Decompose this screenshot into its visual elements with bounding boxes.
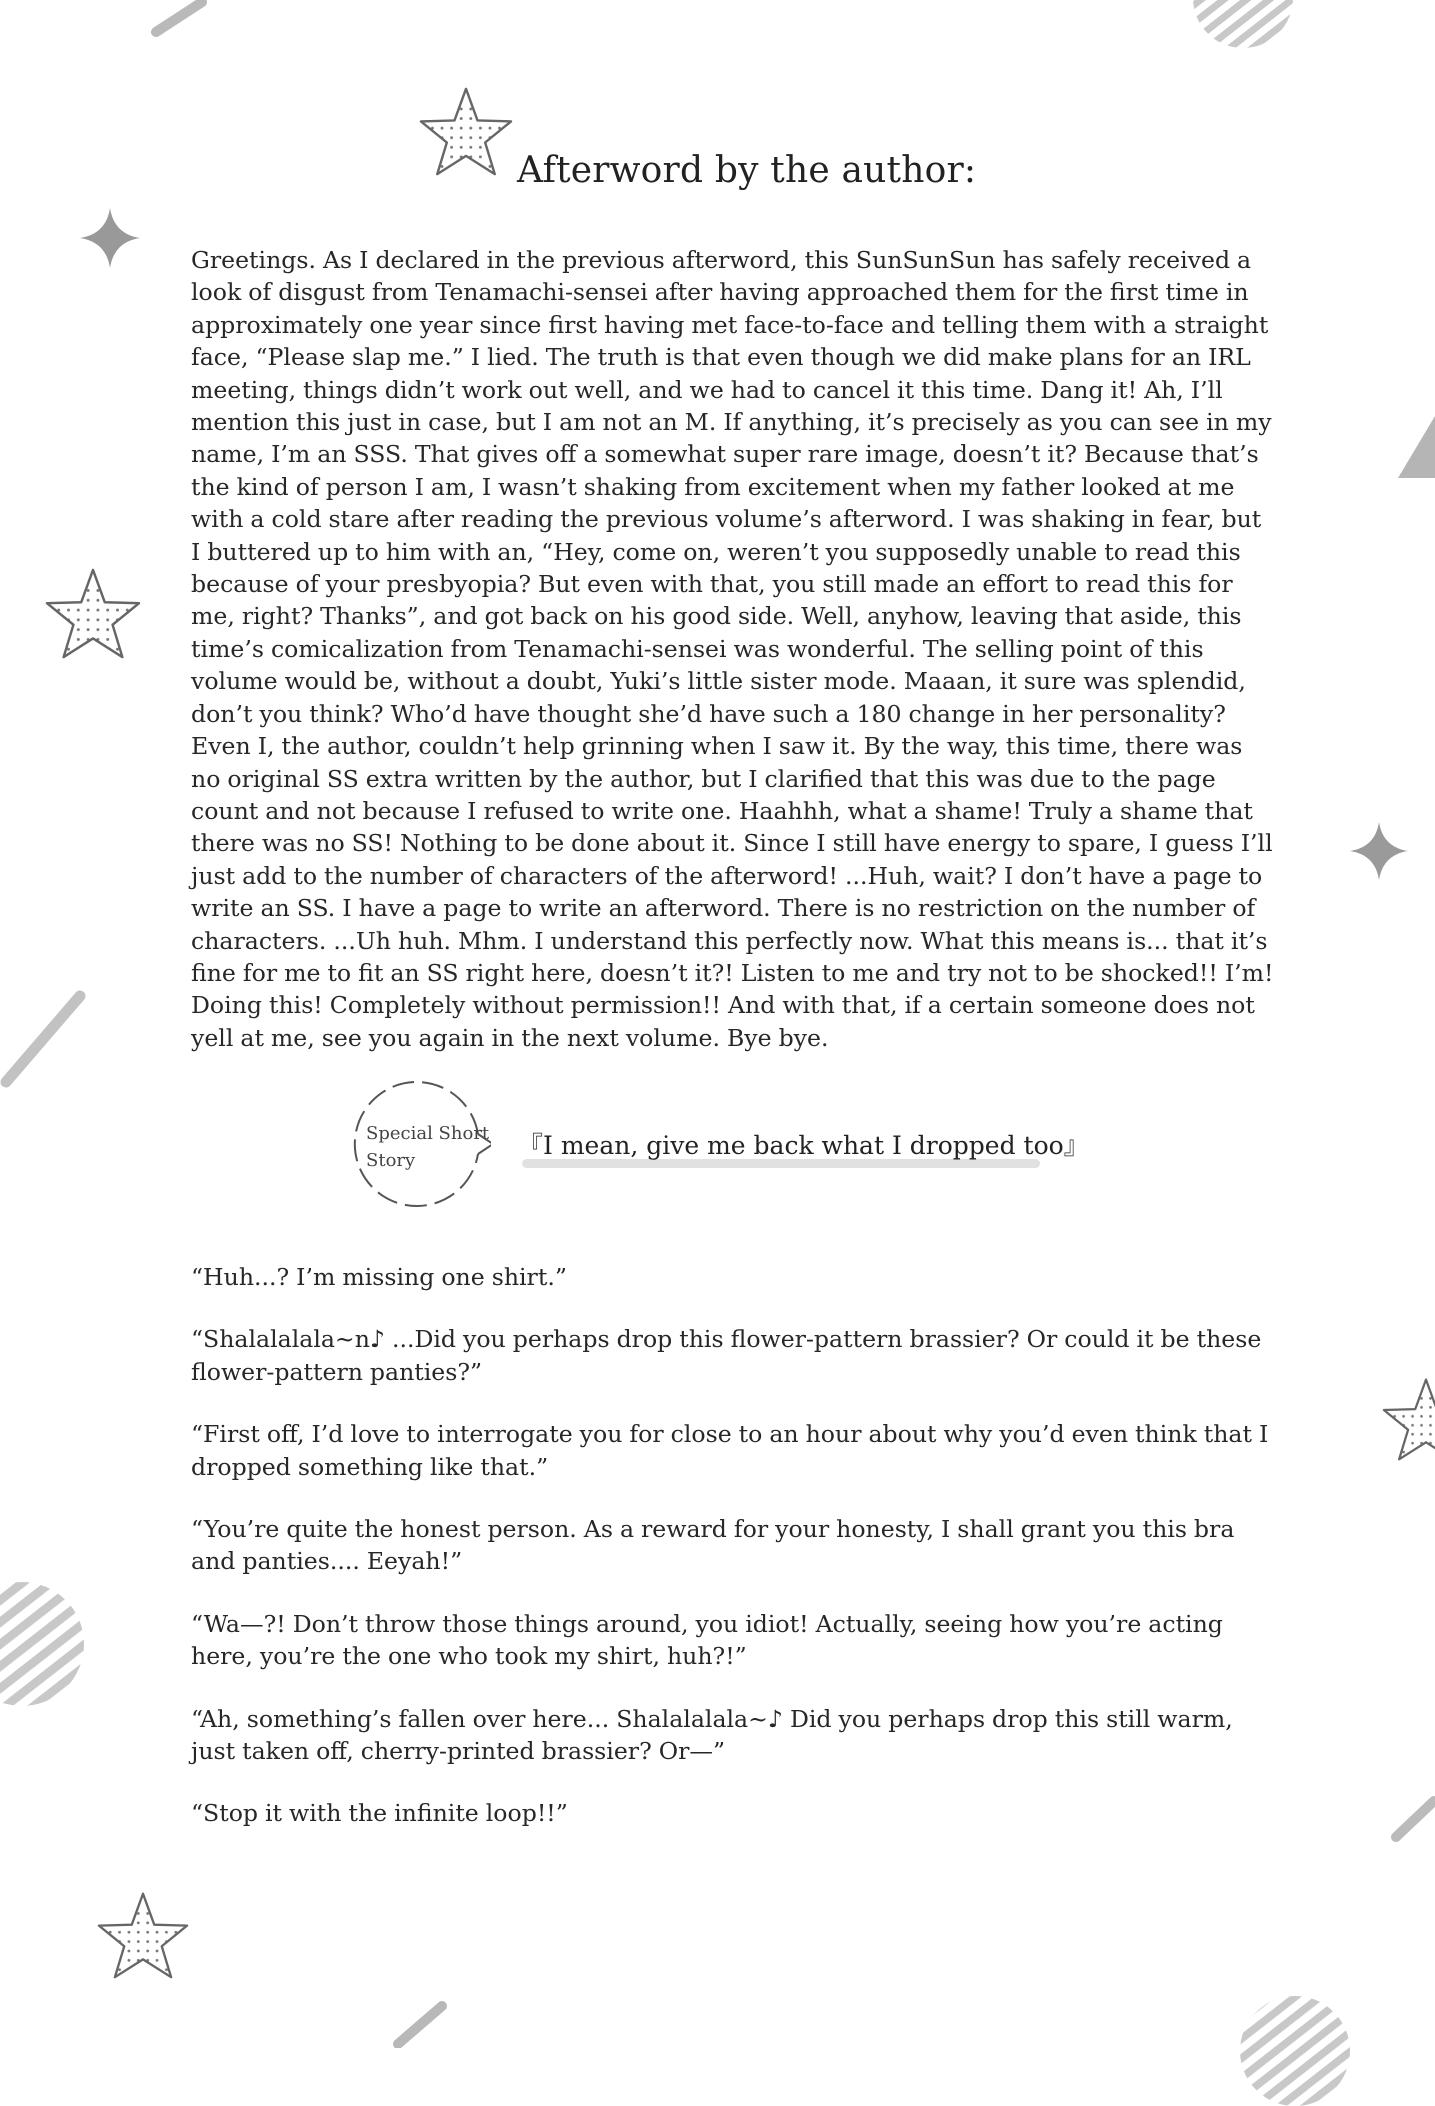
striped-circle-decoration — [1193, 0, 1293, 48]
special-short-story-label — [366, 1120, 496, 1174]
sparkle-icon — [80, 208, 140, 268]
slash-decoration — [392, 1998, 448, 2048]
dialogue-line: “You’re quite the honest person. As a reward for your honesty, I shall grant you this bra and panties.... Eeyah!” — [191, 1515, 1235, 1576]
striped-circle-decoration — [0, 1582, 84, 1706]
afterword-text — [191, 244, 1277, 1054]
short-story-title-block — [518, 1126, 1089, 1170]
slash-decoration — [0, 990, 90, 1090]
badge-line-1: Special Short — [366, 1123, 490, 1144]
dotted-star-icon — [418, 85, 514, 177]
dialogue-line: “Wa—?! Don’t throw those things around, you idiot! Actually, seeing how you’re acting here, you’re the one who took my shirt, huh?!” — [191, 1609, 1223, 1671]
dotted-star-icon — [96, 1890, 190, 1980]
dialogue-line: “First off, I’d love to interrogate you for close to an hour about why you’d even think that I dropped something like that.” — [191, 1420, 1269, 1481]
dialogue-line: “Stop it with the infinite loop!!” — [191, 1799, 568, 1828]
sparkle-icon — [1350, 822, 1408, 880]
badge-line-2: Story — [366, 1150, 416, 1171]
dialogue-line: “Ah, something’s fallen over here... Shalalalala~♪ Did you perhaps drop this still warm, just taken off, cherry-printed brassier? Or—” — [191, 1704, 1233, 1766]
triangle-decoration — [1398, 416, 1435, 478]
short-story-title: 『I mean, give me back what I dropped too』 — [518, 1131, 1089, 1160]
slash-decoration — [1390, 1793, 1435, 1843]
dialogue-line: “Shalalalala~n♪ ...Did you perhaps drop this flower-pattern brassier? Or could it be these flower-pattern panties?” — [191, 1325, 1262, 1386]
short-story-body — [191, 1261, 1277, 1860]
dotted-star-icon — [44, 566, 142, 660]
afterword-paragraph: Greetings. As I declared in the previous afterword, this SunSunSun has safely received a look of disgust from Tenamachi-sensei after having approached them for the first time in approximately one year since first having met face-to-face and telling them with a straight face, “Please slap me.” I lied. The truth is that even though we did make plans for an IRL meeting, things didn’t work out well, and we had to cancel it this time. Dang it! Ah, I’ll mention this just in case, but I am not an M. If anything, it’s precisely as you can see in my name, I’m an SSS. That gives off a somewhat super rare image, doesn’t it? Because that’s the kind of person I am, I wasn’t shaking from excitement when my father looked at me with a cold stare after reading the previous volume’s afterword. I was shaking in fear, but I buttered up to him with an, “Hey, come on, weren’t you supposedly unable to read this because of your presbyopia? But even with that, you still made an effort to read this for me, right? Thanks”, and got back on his good side. Well, anyhow, leaving that aside, this time’s comicalization from Tenamachi-sensei was wonderful. The selling point of this volume would be, without a doubt, Yuki’s little sister mode. Maaan, it sure was splendid, don’t you think? Who’d have thought she’d have such a 180 change in her personality? Even I, the author, couldn’t help grinning when I saw it. By the way, this time, there was no original SS extra written by the author, but I clarified that this was due to the page count and not because I refused to write one. Haahhh, what a shame! Truly a shame that there was no SS! Nothing to be done about it. Since I still have energy to spare, I guess I’ll just add to the number of characters of the afterword! ...Huh, wait? I don’t have a page to write an SS. I have a page to write an afterword. There is no restriction on the number of characters. ...Uh huh. Mhm. I understand this perfectly now. What this means is... that it’s fine for me to fit an SS right here, doesn’t it?! Listen to me and try not to be shocked!! I’m! Doing this! Completely without permission!! And with that, if a certain someone does not yell at me, see you again in the next volume. Bye bye. — [191, 246, 1274, 1052]
slash-decoration — [150, 0, 210, 40]
page-title: Afterword by the author: — [517, 150, 977, 191]
dialogue-line: “Huh...? I’m missing one shirt.” — [191, 1263, 567, 1291]
dotted-star-icon — [1381, 1376, 1435, 1462]
striped-circle-decoration — [1240, 1996, 1350, 2106]
